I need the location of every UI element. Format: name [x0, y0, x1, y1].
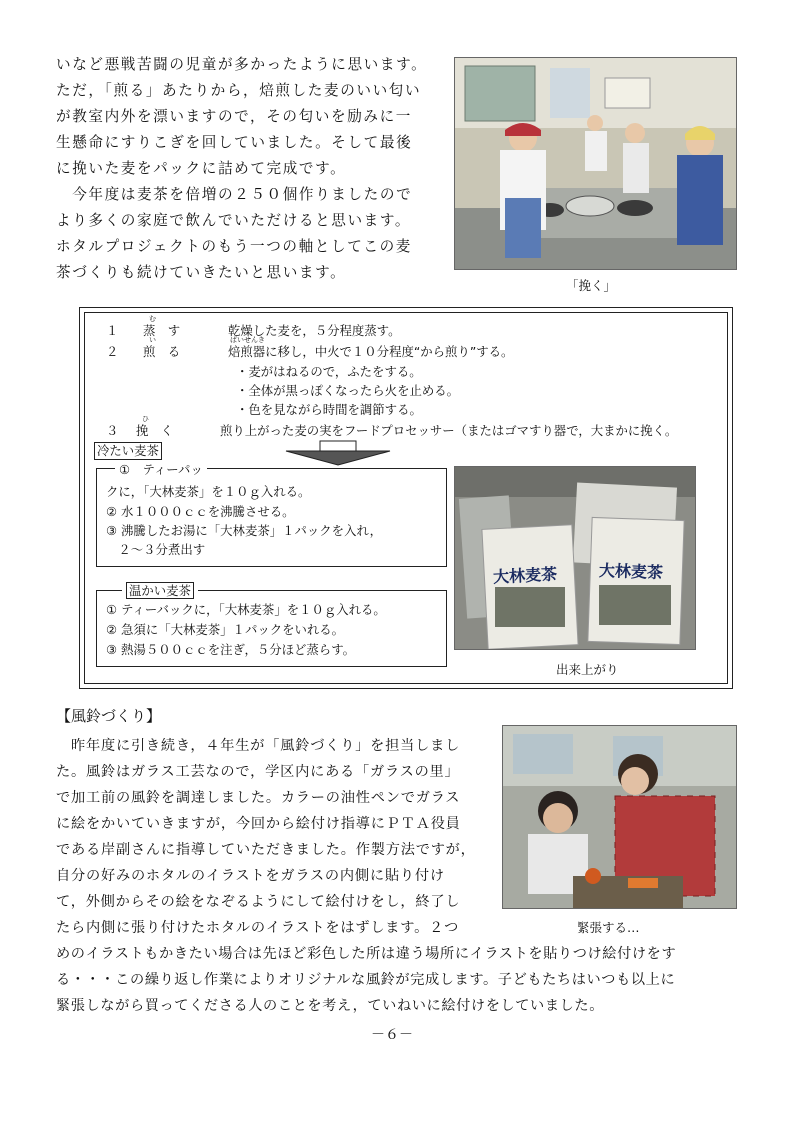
intro-line: ただ，「煎る」あたりから，焙煎した麦のいい匂い	[56, 82, 422, 99]
package-label: 大林麦茶	[598, 560, 664, 583]
furin-line: 緊張しながら買ってくださる人のことを考え，ていねいに絵付けをしていました。	[56, 998, 604, 1014]
furin-line: 自分の好みのホタルのイラストをガラスの内側に貼り付け	[56, 868, 445, 884]
step-3-verb: 挽 く	[136, 423, 174, 438]
step-1-number: １	[106, 323, 119, 338]
furin-line: て，外側からその絵をなぞるようにして絵付けをし，終了し	[56, 894, 461, 910]
step-1-desc: 乾燥した麦を，５分程度蒸す。	[228, 323, 401, 338]
step-3-ruby: ひ	[142, 415, 149, 423]
grinding-photo	[454, 57, 737, 270]
warm-tea-line: ① ティーバックに，「大林麦茶」を１０ｇ入れる。	[106, 602, 386, 617]
furin-line: た。風鈴はガラス工芸なので，学区内にある「ガラスの里」	[56, 764, 460, 780]
intro-line: が教室内外を漂いますので，その匂いを励みに一	[56, 108, 412, 125]
cold-tea-label: 冷たい麦茶	[94, 442, 162, 460]
product-photo	[454, 466, 696, 650]
furin-line: たら内側に張り付けたホタルのイラストをはずします。２つ	[56, 920, 460, 936]
intro-line: 今年度は麦茶を倍増の２５０個作りましたので	[56, 186, 413, 203]
furin-line: である岸副さんに指導していただきました。作製方法ですが，	[56, 842, 476, 858]
product-photo-illustration	[455, 467, 695, 649]
product-photo-caption: 出来上がり	[556, 662, 619, 677]
furin-line: で加工前の風鈴を調達しました。カラーの油性ペンでガラス	[56, 790, 461, 806]
cold-tea-line: ③ 沸騰したお湯に「大林麦茶」１パックを入れ，	[106, 523, 382, 538]
step-2-verb: 煎 る	[143, 344, 181, 359]
intro-line: に挽いた麦をパックに詰めて完成です。	[56, 160, 347, 177]
down-arrow-icon	[284, 440, 392, 466]
step-1-verb: 蒸 す	[143, 323, 181, 338]
step-2-note: ・色を見ながら時間を調節する。	[236, 402, 422, 417]
package-label: 大林麦茶	[492, 564, 558, 587]
intro-line: より多くの家庭で飲んでいただけると思います。	[56, 212, 412, 229]
furin-line: めのイラストもかきたい場合は先ほど彩色した所は違う場所にイラストを貼りつけ絵付けをす	[56, 946, 677, 962]
furin-line: 昨年度に引き続き，４年生が「風鈴づくり」を担当しまし	[56, 738, 461, 754]
furin-photo	[502, 725, 737, 909]
page-number: －６－	[371, 1027, 413, 1043]
warm-tea-line: ② 急須に「大林麦茶」１パックをいれる。	[106, 622, 345, 637]
cold-tea-line: ２〜３分煮出す	[106, 542, 206, 557]
step-2-note: ・麦がはねるので，ふたをする。	[236, 364, 422, 379]
grinding-photo-illustration	[455, 58, 736, 269]
warm-tea-line: ③ 熱湯５００ｃｃを注ぎ，５分ほど蒸らす。	[106, 642, 355, 657]
cold-tea-title: ① ティーパッ	[115, 460, 207, 478]
furin-heading: 【風鈴づくり】	[56, 707, 162, 725]
step-2-note: ・全体が黒っぽくなったら火を止める。	[236, 383, 460, 398]
furin-line: る・・・この繰り返し作業によりオリジナルな風鈴が完成します。子どもたちはいつも以上に	[56, 972, 676, 988]
intro-line: 茶づくりも続けていきたいと思います。	[56, 264, 347, 281]
furin-photo-illustration	[503, 726, 736, 908]
step-2-ruby: い	[149, 336, 156, 344]
cold-tea-line: クに，「大林麦茶」を１０ｇ入れる。	[106, 484, 311, 499]
step-1-ruby: む	[149, 315, 156, 323]
furin-photo-caption: 緊張する…	[577, 920, 640, 935]
step-2-desc-ruby: ばいせんき	[230, 336, 265, 344]
cold-tea-line: ② 水１０００ｃｃを沸騰させる。	[106, 504, 295, 519]
intro-line: いなど悪戦苦闘の児童が多かったように思います。	[56, 56, 428, 73]
step-3-desc: 煎り上がった麦の実をフードプロセッサー（またはゴマすり器で，大まかに挽く。	[220, 423, 678, 438]
warm-tea-label: 温かい麦茶	[126, 582, 194, 599]
grinding-photo-caption: 「挽く」	[566, 278, 617, 293]
furin-line: に絵をかいていきますが，今回から絵付け指導にＰＴＡ役員	[56, 816, 461, 832]
step-3-number: ３	[106, 423, 119, 438]
intro-line: ホタルプロジェクトのもう一つの軸としてこの麦	[56, 238, 412, 255]
step-2-desc: 焙煎器に移し，中火で１０分程度“から煎り”する。	[228, 344, 514, 359]
warm-tea-title-wrap	[122, 581, 198, 599]
intro-line: 生懸命にすりこぎを回していました。そして最後	[56, 134, 413, 151]
step-2-number: ２	[106, 344, 119, 359]
